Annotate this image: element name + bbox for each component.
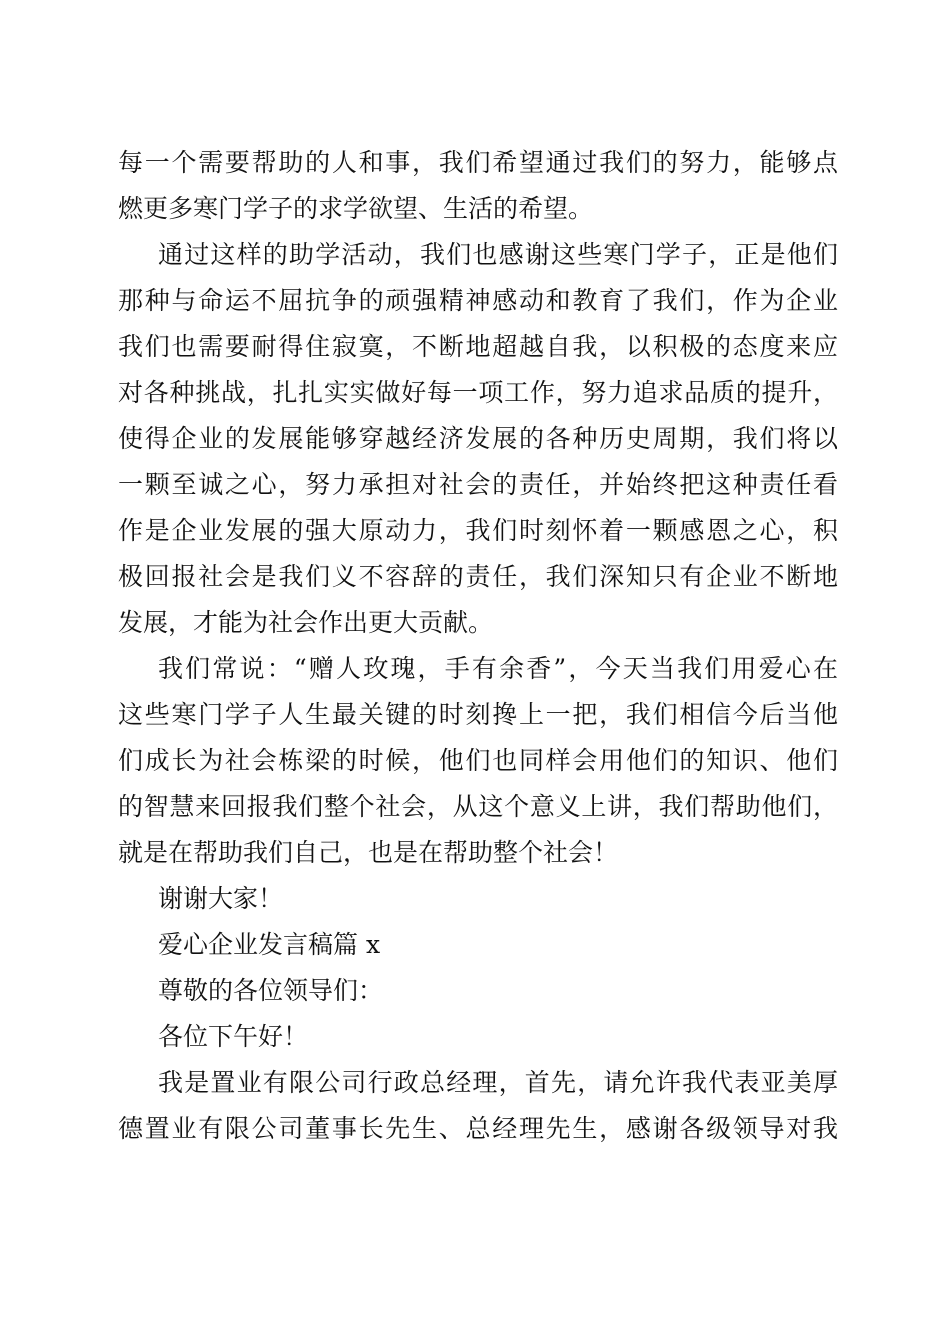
text-line: 对各种挑战，扎扎实实做好每一项工作，努力追求品质的提升， (118, 378, 838, 407)
text-line: 德置业有限公司董事长先生、总经理先生，感谢各级领导对我 (118, 1114, 838, 1143)
text-line: 我是置业有限公司行政总经理，首先，请允许我代表亚美厚 (158, 1068, 838, 1097)
text-line: 就是在帮助我们自己，也是在帮助整个社会！ (118, 838, 619, 867)
text-line: 谢谢大家！ (158, 884, 284, 913)
text-line: 每一个需要帮助的人和事，我们希望通过我们的努力，能够点 (118, 148, 838, 177)
body-text (118, 140, 838, 1152)
text-line: 发展，才能为社会作出更大贡献。 (118, 608, 494, 637)
text-line: 通过这样的助学活动，我们也感谢这些寒门学子，正是他们 (158, 240, 838, 269)
text-line: 的智慧来回报我们整个社会，从这个意义上讲，我们帮助他们， (118, 792, 838, 821)
text-line: 我们常说：“赠人玫瑰，手有余香”，今天当我们用爱心在 (158, 654, 838, 683)
text-line: 各位下午好！ (158, 1022, 309, 1051)
text-line: 这些寒门学子人生最关键的时刻搀上一把，我们相信今后当他 (118, 700, 838, 729)
text-line: 使得企业的发展能够穿越经济发展的各种历史周期，我们将以 (118, 424, 838, 453)
text-line: 一颗至诚之心，努力承担对社会的责任，并始终把这种责任看 (118, 470, 838, 499)
text-line: 尊敬的各位领导们： (158, 976, 384, 1005)
text-line: 极回报社会是我们义不容辞的责任，我们深知只有企业不断地 (118, 562, 838, 591)
text-line: 作是企业发展的强大原动力，我们时刻怀着一颗感恩之心，积 (118, 516, 838, 545)
text-line: 们成长为社会栋梁的时候，他们也同样会用他们的知识、他们 (118, 746, 838, 775)
text-line: 我们也需要耐得住寂寞，不断地超越自我，以积极的态度来应 (118, 332, 838, 361)
text-line: 爱心企业发言稿篇 x (158, 930, 381, 959)
text-line: 那种与命运不屈抗争的顽强精神感动和教育了我们，作为企业 (118, 286, 838, 315)
text-line: 燃更多寒门学子的求学欲望、生活的希望。 (118, 194, 594, 223)
